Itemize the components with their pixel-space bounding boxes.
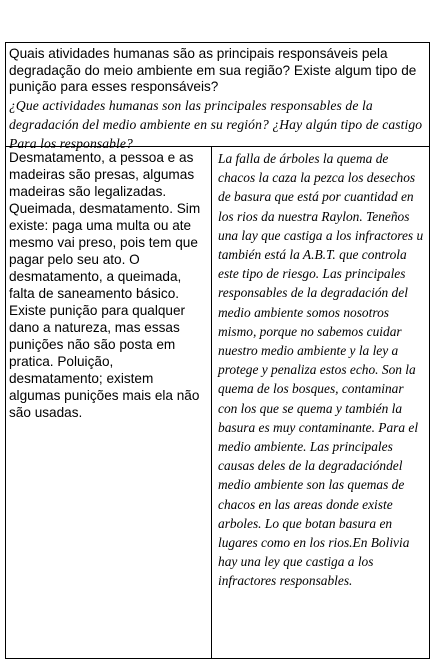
answer-portuguese: Desmatamento, a pessoa e as madeiras são presas, algumas madeiras são legalizadas. Queimada, desmatamento. Sim existe: paga uma multa ou ate mesmo vai preso, pois tem que pagar pelo seu ato. O desmatamento, a queimada, falta de saneamento básico. Existe punição para qualquer dano a natureza, mas essas punições não são posta em pratica. Poluição, desmatamento; existem algumas punições mais ela não são usadas. — [9, 150, 201, 420]
survey-table — [5, 42, 430, 659]
question-cell — [6, 43, 429, 151]
question-portuguese: Quais atividades humanas são as principais responsáveis pela degradação do meio ambiente em sua região? Existe algum tipo de punição para esses responsáveis? — [9, 46, 417, 94]
answer-cell-portuguese — [6, 147, 212, 658]
answer-cell-spanish — [212, 147, 429, 658]
answer-spanish: La falla de árboles la quema de chacos la caza la pezca los desechos de basura que está por cuantidad en los rios da nuestra Raylon. Teneños una lay que castiga a los infractores u también está la A.B.T. que controla este tipo de riesgo. Las principales responsables de la degradación del medio ambiente somos nosotros mismo, porque no sabemos cuidar nuestro medio ambiente y la ley a protege y penaliza estos echo. Son la quema de los bosques, contaminar con los que se quema y también la basura es muy contaminante. Para el medio ambiente. Las principales causas deles de la degradacióndel medio ambiente son las quemas de chacos en las areas donde existe arboles. Lo que botan basura en lugares como en los rios.En Bolivia hay una ley que castiga a los infractores responsables. — [218, 151, 424, 589]
question-spanish: ¿Que actividades humanas son las principales responsables de la degradación del medio ambiente en su región? ¿Hay algún tipo de castigo Para los responsable? — [9, 97, 423, 151]
